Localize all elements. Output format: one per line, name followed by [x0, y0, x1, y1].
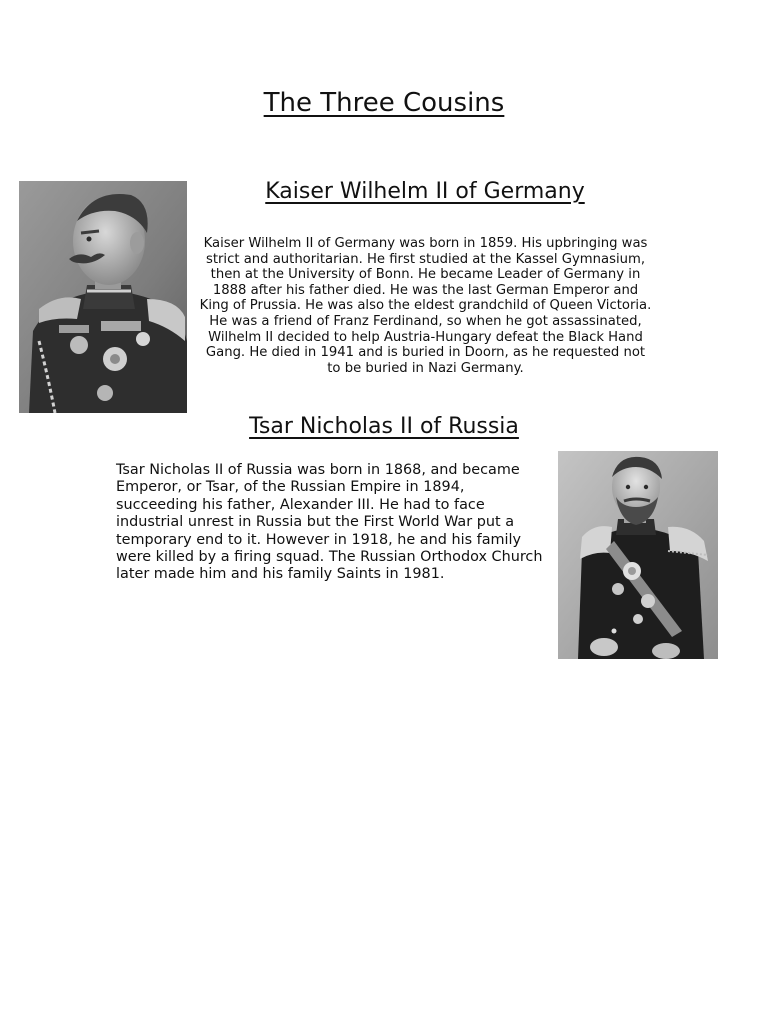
nicholas-biography-text: Tsar Nicholas II of Russia was born in 1868, and became Emperor, or Tsar, of the Russian Empire in 1894, succeeding his father, Alexander III. He had to face industrial unrest in Russia but the First World War put a temporary end to it. However in 1918, he and his family were killed by a firing squad. The Russian Orthodox Church later made him and his family Saints in 1981.	[116, 462, 543, 583]
section-heading-nicholas: Tsar Nicholas II of Russia	[249, 414, 519, 439]
section-heading-wilhelm: Kaiser Wilhelm II of Germany	[265, 179, 585, 204]
page-title: The Three Cousins	[263, 88, 505, 118]
wilhelm-portrait-photo	[19, 181, 187, 413]
nicholas-portrait-photo	[558, 451, 718, 659]
wilhelm-biography-text: Kaiser Wilhelm II of Germany was born in 1859. His upbringing was strict and authoritarian. He first studied at the Kassel Gymnasium, then at the University of Bonn. He became Leader of Germany in 1888 after his father died. He was the last German Emperor and King of Prussia. He was also the eldest grandchild of Queen Victoria. He was a friend of Franz Ferdinand, so when he got assassinated, Wilhelm II decided to help Austria-Hungary defeat the Black Hand Gang. He died in 1941 and is buried in Doorn, as he requested not to be buried in Nazi Germany.	[199, 236, 652, 376]
